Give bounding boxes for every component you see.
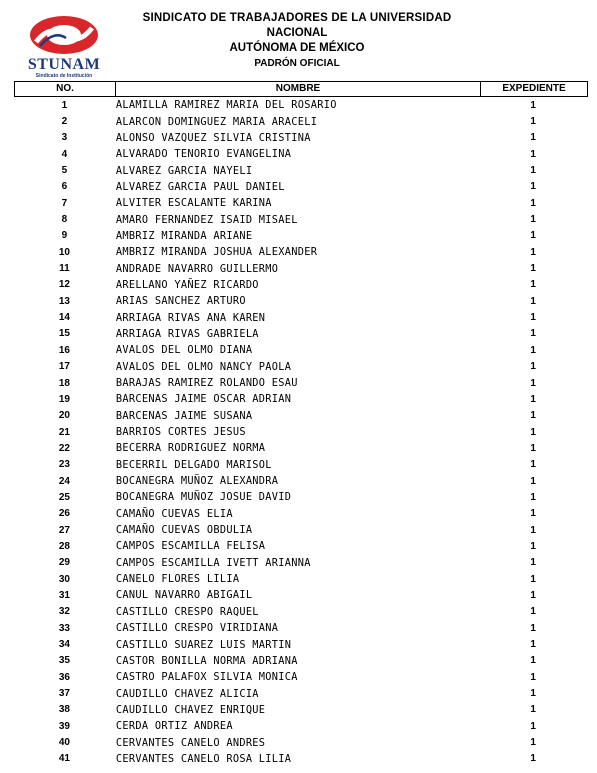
row-nombre: CAUDILLO CHAVEZ ALICIA [115, 687, 259, 700]
row-nombre: CASTILLO CRESPO RAQUEL [115, 605, 259, 618]
row-nombre: CASTRO PALAFOX SILVIA MONICA [115, 671, 298, 684]
row-nombre: ARRIAGA RIVAS GABRIELA [115, 327, 259, 340]
row-expediente: 1 [530, 540, 536, 552]
row-nombre: BARCENAS JAIME OSCAR ADRIAN [115, 393, 292, 406]
row-expediente: 1 [530, 148, 536, 160]
row-expediente: 1 [530, 263, 536, 275]
row-expediente: 1 [530, 524, 536, 536]
row-number: 1 [61, 99, 68, 111]
table-row [14, 195, 586, 211]
table-row [14, 424, 586, 440]
row-number: 28 [58, 540, 70, 552]
row-expediente: 1 [530, 720, 536, 732]
row-expediente: 1 [530, 361, 536, 373]
table-row [14, 211, 586, 227]
row-expediente: 1 [530, 573, 536, 585]
table-row [14, 653, 586, 669]
table-row [14, 718, 586, 734]
row-number: 21 [58, 426, 70, 438]
table-row [14, 604, 586, 620]
row-nombre: ANDRADE NAVARRO GUILLERMO [115, 262, 279, 275]
row-nombre: ALARCON DOMINGUEZ MARIA ARACELI [115, 115, 318, 128]
row-nombre: ARRIAGA RIVAS ANA KAREN [115, 311, 266, 324]
row-number: 39 [58, 720, 70, 732]
row-expediente: 1 [530, 639, 536, 651]
row-number: 27 [58, 524, 70, 536]
column-header-no: NO. [15, 82, 116, 96]
row-number: 17 [58, 361, 70, 373]
table-header [14, 81, 588, 97]
row-number: 15 [58, 328, 70, 340]
row-number: 26 [58, 508, 70, 520]
table-row [14, 244, 586, 260]
row-nombre: ARIAS SANCHEZ ARTURO [115, 295, 246, 308]
logo-subtext: Sindicato de Institución [35, 73, 93, 79]
table-row [14, 260, 586, 276]
row-expediente: 1 [530, 230, 536, 242]
row-expediente: 1 [530, 132, 536, 144]
table-row [14, 342, 586, 358]
row-number: 3 [61, 132, 68, 144]
row-expediente: 1 [530, 295, 536, 307]
row-expediente: 1 [530, 181, 536, 193]
table-row [14, 702, 586, 718]
row-expediente: 1 [530, 279, 536, 291]
table-row [14, 375, 586, 391]
table-row [14, 162, 586, 178]
table-row [14, 179, 586, 195]
row-nombre: BOCANEGRA MUÑOZ JOSUE DAVID [115, 491, 292, 504]
row-expediente: 1 [530, 197, 536, 209]
row-number: 5 [61, 165, 68, 177]
table-row [14, 391, 586, 407]
table-row [14, 685, 586, 701]
table-body [14, 97, 586, 767]
row-expediente: 1 [530, 622, 536, 634]
row-number: 29 [58, 557, 70, 569]
row-number: 12 [58, 279, 70, 291]
row-number: 30 [58, 573, 70, 585]
table-row [14, 489, 586, 505]
table-row [14, 473, 586, 489]
stunam-emblem-icon [26, 12, 102, 58]
row-number: 11 [59, 263, 70, 275]
row-expediente: 1 [530, 671, 536, 683]
row-nombre: ALONSO VAZQUEZ SILVIA CRISTINA [115, 131, 311, 144]
row-nombre: ALVARADO TENORIO EVANGELINA [115, 148, 292, 161]
row-expediente: 1 [530, 589, 536, 601]
row-number: 20 [58, 410, 70, 422]
row-expediente: 1 [530, 377, 536, 389]
row-nombre: CAUDILLO CHAVEZ ENRIQUE [115, 703, 266, 716]
table-row [14, 309, 586, 325]
table-row [14, 293, 586, 309]
row-expediente: 1 [530, 704, 536, 716]
table-row [14, 587, 586, 603]
row-number: 32 [58, 606, 70, 618]
row-expediente: 1 [530, 475, 536, 487]
row-number: 4 [61, 148, 68, 160]
row-nombre: CASTOR BONILLA NORMA ADRIANA [115, 654, 298, 667]
row-number: 24 [58, 475, 70, 487]
table-row [14, 538, 586, 554]
row-nombre: AMBRIZ MIRANDA ARIANE [115, 229, 253, 242]
row-number: 14 [58, 312, 70, 324]
row-number: 6 [61, 181, 68, 193]
row-nombre: CANELO FLORES LILIA [115, 573, 240, 586]
table-row [14, 751, 586, 767]
row-number: 40 [58, 737, 70, 749]
column-header-nombre: NOMBRE [116, 82, 481, 96]
row-nombre: AVALOS DEL OLMO DIANA [115, 344, 253, 357]
row-expediente: 1 [530, 688, 536, 700]
logo-wordmark: STUNAM [27, 56, 101, 73]
row-nombre: ARELLANO YAÑEZ RICARDO [115, 278, 259, 291]
header-line-3: AUTÓNOMA DE MÉXICO [229, 42, 365, 54]
row-number: 22 [58, 442, 70, 454]
row-nombre: BECERRA RODRIGUEZ NORMA [115, 442, 266, 455]
row-expediente: 1 [530, 491, 536, 503]
row-number: 2 [61, 116, 68, 128]
row-number: 25 [58, 491, 70, 503]
row-nombre: ALVAREZ GARCIA PAUL DANIEL [115, 180, 285, 193]
row-nombre: CERVANTES CANELO ANDRES [115, 736, 266, 749]
row-expediente: 1 [530, 99, 536, 111]
table-row [14, 440, 586, 456]
row-expediente: 1 [530, 508, 536, 520]
row-expediente: 1 [530, 312, 536, 324]
row-expediente: 1 [530, 344, 536, 356]
table-row [14, 408, 586, 424]
stunam-logo [18, 12, 110, 80]
row-expediente: 1 [530, 606, 536, 618]
table-row [14, 277, 586, 293]
header-line-2: NACIONAL [266, 27, 328, 39]
row-nombre: BOCANEGRA MUÑOZ ALEXANDRA [115, 475, 279, 488]
row-number: 10 [58, 246, 70, 258]
row-nombre: CAMPOS ESCAMILLA IVETT ARIANNA [115, 556, 311, 569]
row-nombre: BARAJAS RAMIREZ ROLANDO ESAU [115, 377, 298, 390]
row-nombre: CERDA ORTIZ ANDREA [115, 720, 233, 733]
table-row [14, 228, 586, 244]
table-row [14, 130, 586, 146]
row-number: 19 [58, 393, 70, 405]
row-number: 41 [58, 753, 70, 765]
row-number: 9 [61, 230, 68, 242]
row-number: 13 [58, 295, 70, 307]
row-number: 38 [58, 704, 70, 716]
row-expediente: 1 [530, 737, 536, 749]
row-nombre: BARCENAS JAIME SUSANA [115, 409, 253, 422]
table-row [14, 669, 586, 685]
header-line-1: SINDICATO DE TRABAJADORES DE LA UNIVERSIDAD [142, 12, 452, 24]
table-row [14, 620, 586, 636]
row-expediente: 1 [530, 410, 536, 422]
row-expediente: 1 [530, 753, 536, 765]
table-row [14, 571, 586, 587]
row-nombre: ALVITER ESCALANTE KARINA [115, 197, 272, 210]
row-expediente: 1 [530, 165, 536, 177]
row-number: 34 [58, 639, 70, 651]
row-nombre: BECERRIL DELGADO MARISOL [115, 458, 272, 471]
column-header-expediente: EXPEDIENTE [502, 83, 566, 94]
table-row [14, 146, 586, 162]
table-row [14, 457, 586, 473]
row-nombre: CASTILLO SUAREZ LUIS MARTIN [115, 638, 292, 651]
row-expediente: 1 [530, 328, 536, 340]
table-row [14, 522, 586, 538]
row-nombre: AVALOS DEL OLMO NANCY PAOLA [115, 360, 292, 373]
row-nombre: CERVANTES CANELO ROSA LILIA [115, 752, 292, 765]
row-nombre: BARRIOS CORTES JESUS [115, 426, 246, 439]
row-number: 36 [58, 671, 70, 683]
row-nombre: CAMAÑO CUEVAS OBDULIA [115, 524, 253, 537]
table-row [14, 359, 586, 375]
row-expediente: 1 [530, 393, 536, 405]
row-expediente: 1 [530, 442, 536, 454]
row-number: 37 [58, 688, 70, 700]
table-row [14, 734, 586, 750]
table-row [14, 97, 586, 113]
table-row [14, 636, 586, 652]
row-number: 33 [58, 622, 70, 634]
row-nombre: ALVAREZ GARCIA NAYELI [115, 164, 253, 177]
row-expediente: 1 [530, 116, 536, 128]
row-number: 35 [58, 655, 70, 667]
row-expediente: 1 [530, 655, 536, 667]
row-expediente: 1 [530, 557, 536, 569]
row-nombre: CANUL NAVARRO ABIGAIL [115, 589, 253, 602]
row-nombre: CASTILLO CRESPO VIRIDIANA [115, 622, 279, 635]
row-expediente: 1 [530, 246, 536, 258]
row-number: 31 [58, 589, 70, 601]
row-expediente: 1 [530, 214, 536, 226]
row-number: 7 [61, 197, 68, 209]
row-expediente: 1 [530, 459, 536, 471]
table-row [14, 555, 586, 571]
document-subtitle: PADRÓN OFICIAL [254, 58, 340, 69]
row-nombre: AMARO FERNANDEZ ISAID MISAEL [115, 213, 298, 226]
row-number: 23 [58, 459, 70, 471]
table-row [14, 326, 586, 342]
row-nombre: AMBRIZ MIRANDA JOSHUA ALEXANDER [115, 246, 318, 259]
table-row [14, 113, 586, 129]
row-expediente: 1 [530, 426, 536, 438]
row-nombre: CAMPOS ESCAMILLA FELISA [115, 540, 266, 553]
table-row [14, 506, 586, 522]
row-nombre: CAMAÑO CUEVAS ELIA [115, 507, 233, 520]
row-number: 18 [58, 377, 70, 389]
row-nombre: ALAMILLA RAMIREZ MARIA DEL ROSARIO [115, 99, 337, 112]
row-number: 8 [61, 214, 68, 226]
row-number: 16 [58, 344, 70, 356]
